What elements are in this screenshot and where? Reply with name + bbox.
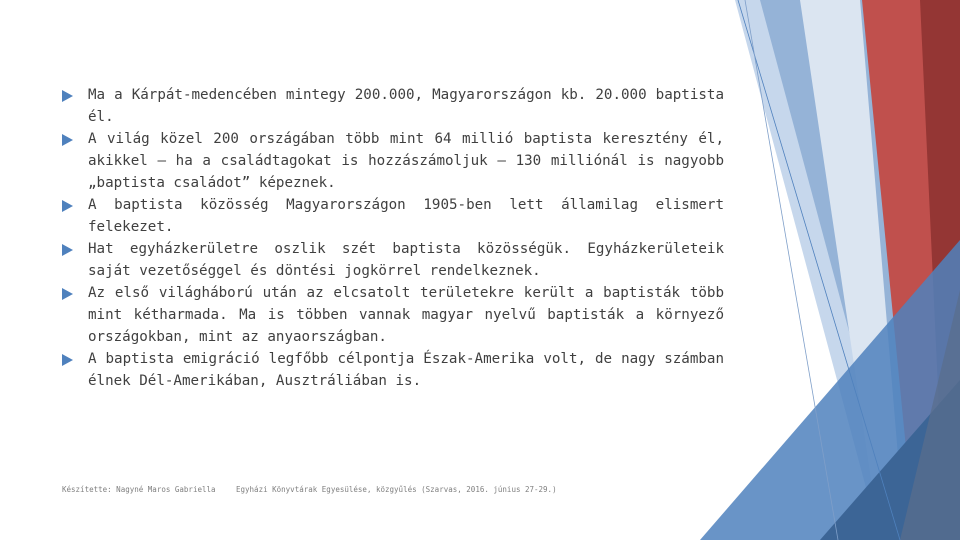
triangle-bullet-icon xyxy=(62,244,73,256)
list-item xyxy=(62,348,724,392)
triangle-bullet-icon xyxy=(62,288,73,300)
footer-event: Egyházi Könyvtárak Egyesülése, közgyűlés (Szarvas, 2016. június 27-29.) xyxy=(236,485,557,494)
list-item xyxy=(62,128,724,194)
bullet-text: A világ közel 200 országában több mint 64 millió baptista keresztény él, akikkel – ha a családtagokat is hozzászámoljuk – 130 milliónál is nagyobb „baptista családot” képeznek. xyxy=(88,131,724,191)
bullet-text: Az első világháború után az elcsatolt területekre került a baptisták több mint kétharmada. Ma is többen vannak magyar nyelvű baptisták a környező országokban, mint az anyaországban. xyxy=(88,285,724,345)
triangle-bullet-icon xyxy=(62,354,73,366)
list-item xyxy=(62,282,724,348)
bullet-text: A baptista közösség Magyarországon 1905-ben lett államilag elismert felekezet. xyxy=(88,197,724,235)
triangle-bullet-icon xyxy=(62,90,73,102)
bullet-list xyxy=(62,84,724,392)
list-item xyxy=(62,238,724,282)
triangle-bullet-icon xyxy=(62,134,73,146)
bullet-text: Ma a Kárpát-medencében mintegy 200.000, Magyarországon kb. 20.000 baptista él. xyxy=(88,87,724,125)
footer-author: Készítette: Nagyné Maros Gabriella xyxy=(62,485,216,494)
list-item xyxy=(62,84,724,128)
bullet-text: Hat egyházkerületre oszlik szét baptista közösségük. Egyházkerületeik saját vezetőséggel és döntési jogkörrel rendelkeznek. xyxy=(88,241,724,279)
bullet-text: A baptista emigráció legfőbb célpontja Észak-Amerika volt, de nagy számban élnek Dél-Amerikában, Ausztráliában is. xyxy=(88,351,724,389)
list-item xyxy=(62,194,724,238)
triangle-bullet-icon xyxy=(62,200,73,212)
